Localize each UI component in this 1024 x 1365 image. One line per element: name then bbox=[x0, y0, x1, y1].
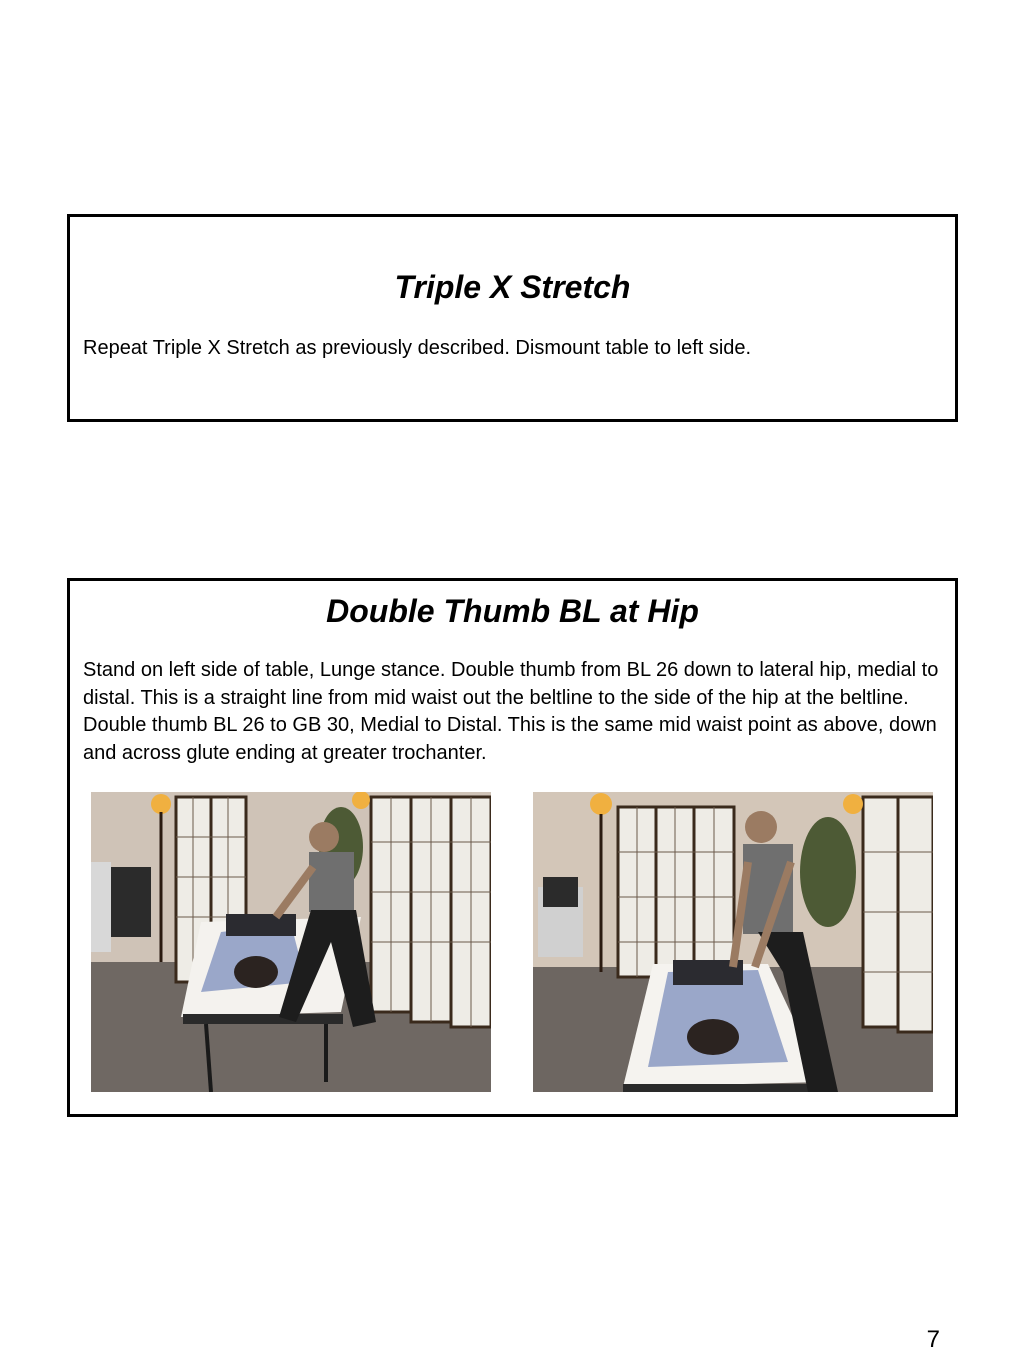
section-triple-x-stretch bbox=[67, 214, 958, 422]
section-title: Double Thumb BL at Hip bbox=[326, 593, 699, 629]
massage-photo-double-thumb bbox=[533, 792, 933, 1092]
section-double-thumb-bl-at-hip bbox=[67, 578, 958, 1117]
section-body: Stand on left side of table, Lunge stance. Double thumb from BL 26 down to lateral hip, medial to distal. This is a straight line from mid waist out the beltline to the side of the hip at the beltline. Double thumb BL 26 to GB 30, Medial to Distal. This is the same mid waist point as above, down and across glute ending at greater trochanter. bbox=[83, 659, 939, 764]
section-body: Repeat Triple X Stretch as previously described. Dismount table to left side. bbox=[83, 337, 752, 359]
section-title: Triple X Stretch bbox=[394, 269, 631, 305]
page-number: 7 bbox=[926, 1326, 940, 1353]
massage-photo-lunge-stance bbox=[91, 792, 491, 1092]
